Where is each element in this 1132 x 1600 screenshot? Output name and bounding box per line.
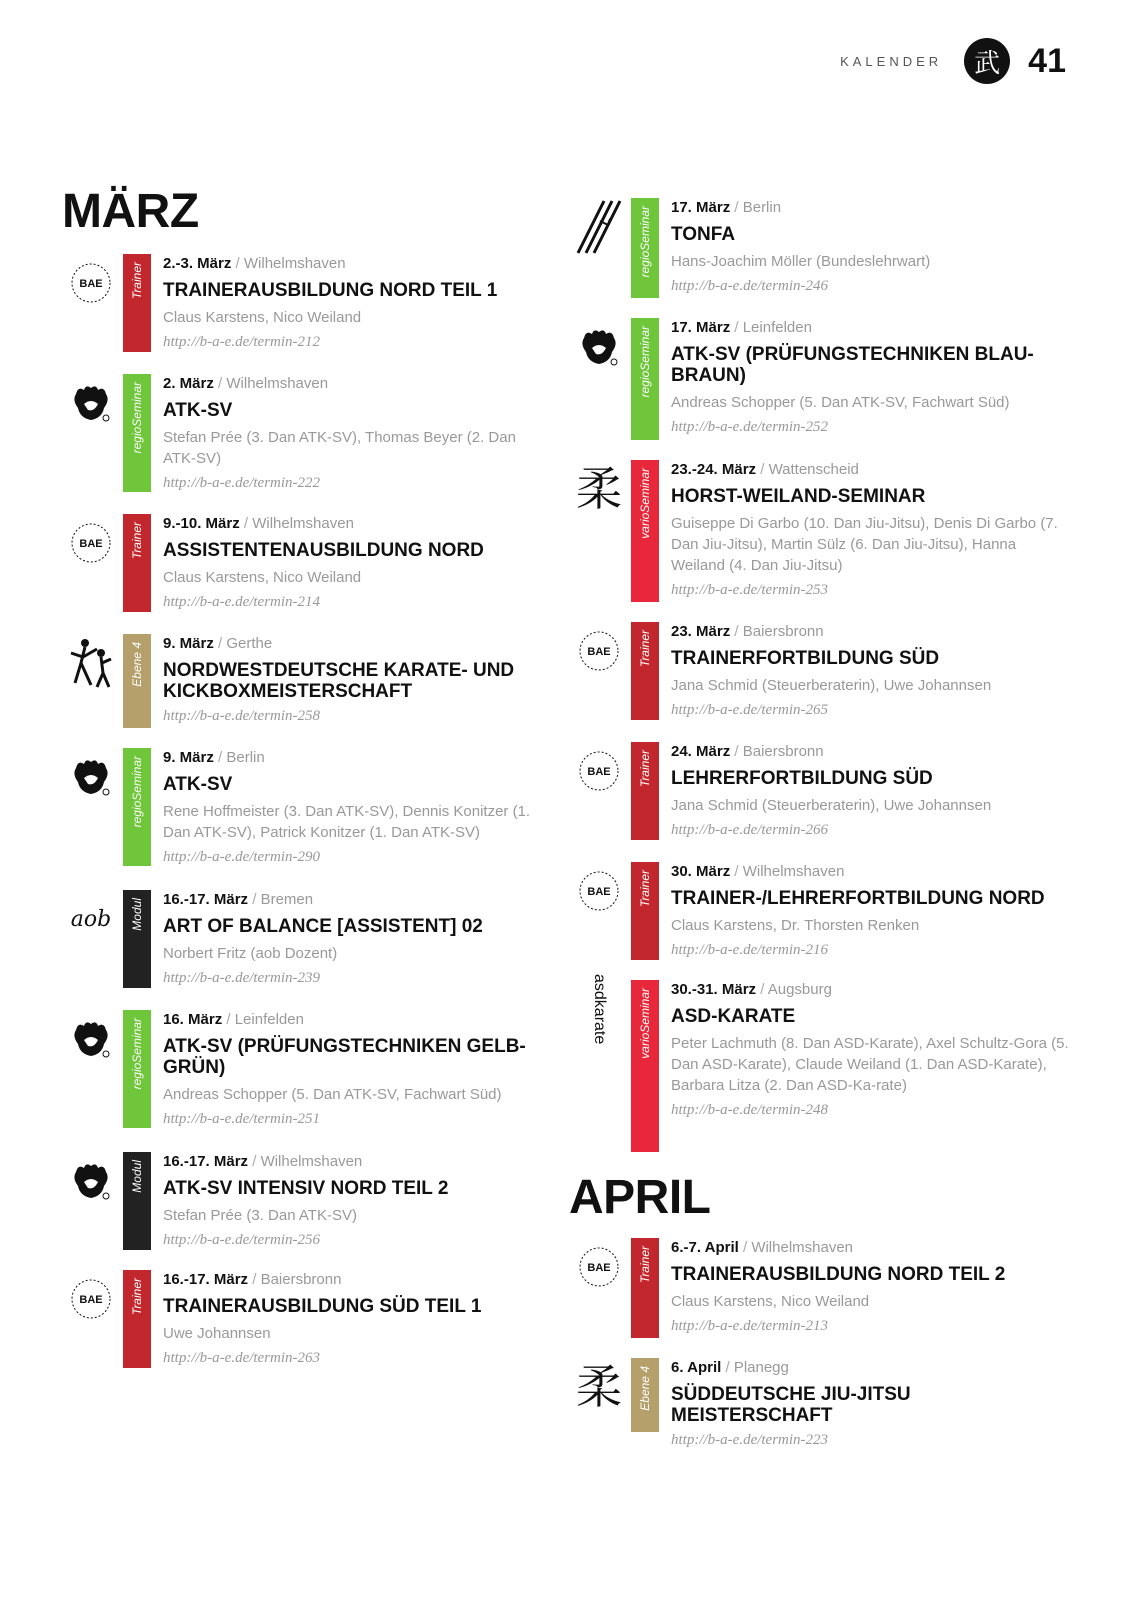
event-title: LEHRERFORTBILDUNG SÜD bbox=[671, 768, 933, 789]
entry-info bbox=[163, 514, 532, 612]
calendar-entry bbox=[62, 748, 532, 867]
category-label: varioSeminar bbox=[638, 988, 652, 1059]
event-date: 23.-24. März bbox=[671, 461, 757, 478]
event-place: Wilhelmshaven bbox=[243, 255, 346, 272]
page-number: 41 bbox=[1028, 41, 1066, 80]
section-label: KALENDER bbox=[840, 53, 943, 69]
separator: / bbox=[213, 749, 227, 766]
separator: / bbox=[756, 461, 769, 478]
category-bar bbox=[123, 374, 151, 492]
event-title: ART OF BALANCE [ASSISTENT] 02 bbox=[163, 916, 483, 937]
category-label: Ebene 4 bbox=[638, 1366, 652, 1411]
event-place: Baiersbronn bbox=[742, 623, 824, 640]
event-place: Berlin bbox=[226, 749, 265, 766]
entry-info bbox=[671, 622, 1070, 720]
event-place: Wilhelmshaven bbox=[226, 375, 329, 392]
category-label: Trainer bbox=[638, 870, 652, 908]
calendar-entry bbox=[62, 514, 532, 612]
entry-info bbox=[671, 742, 1070, 840]
event-title: TRAINERAUSBILDUNG NORD TEIL 1 bbox=[163, 280, 498, 301]
event-date: 9. März bbox=[163, 635, 214, 652]
entry-info bbox=[163, 890, 532, 988]
event-date: 9. März bbox=[163, 749, 214, 766]
category-label: regioSeminar bbox=[638, 326, 652, 398]
category-label: regioSeminar bbox=[130, 1018, 144, 1090]
event-link[interactable]: http://b-a-e.de/termin-256 bbox=[163, 1232, 321, 1248]
separator: / bbox=[213, 635, 227, 652]
page-header bbox=[840, 36, 1066, 86]
date-location bbox=[671, 1238, 1070, 1258]
category-bar bbox=[631, 622, 659, 720]
event-date: 2. März bbox=[163, 375, 214, 392]
event-link[interactable]: http://b-a-e.de/termin-248 bbox=[671, 1102, 829, 1118]
event-date: 23. März bbox=[671, 623, 731, 640]
category-bar bbox=[123, 748, 151, 866]
atk-sv-icon bbox=[62, 374, 120, 432]
bu-emblem-icon: 武 bbox=[964, 38, 1010, 84]
calendar-entry bbox=[62, 1010, 532, 1129]
atk-sv-icon bbox=[62, 1010, 120, 1068]
event-place: Leinfelden bbox=[234, 1011, 304, 1028]
tonfa-icon bbox=[570, 198, 628, 256]
event-place: Wilhelmshaven bbox=[252, 515, 354, 532]
event-place: Wilhelmshaven bbox=[260, 1153, 363, 1170]
event-title: ATK-SV (PRÜFUNGSTECHNIKEN GELB-GRÜN) bbox=[163, 1036, 526, 1078]
event-date: 6.-7. April bbox=[671, 1239, 739, 1256]
atk-sv-icon bbox=[62, 1152, 120, 1210]
date-location bbox=[163, 634, 532, 654]
separator: / bbox=[738, 1239, 752, 1256]
event-date: 17. März bbox=[671, 319, 731, 336]
category-label: Trainer bbox=[638, 1246, 652, 1284]
date-location bbox=[163, 890, 532, 910]
category-label: regioSeminar bbox=[638, 206, 652, 278]
category-bar bbox=[123, 1270, 151, 1368]
category-label: Trainer bbox=[638, 630, 652, 668]
event-instructors: Stefan Prée (3. Dan ATK-SV) bbox=[163, 1207, 357, 1224]
event-link[interactable]: http://b-a-e.de/termin-263 bbox=[163, 1350, 321, 1366]
event-title: NORDWESTDEUTSCHE KARATE- UND KICKBOXMEISTERSCHAFT bbox=[163, 660, 515, 702]
event-date: 24. März bbox=[671, 743, 731, 760]
category-bar bbox=[123, 1152, 151, 1250]
bae-icon bbox=[570, 862, 628, 920]
bae-icon bbox=[570, 622, 628, 680]
date-location bbox=[163, 254, 532, 274]
calendar-entry bbox=[62, 1152, 532, 1250]
category-bar bbox=[631, 1238, 659, 1338]
event-link[interactable]: http://b-a-e.de/termin-265 bbox=[671, 702, 829, 718]
separator: / bbox=[248, 1271, 261, 1288]
category-bar bbox=[123, 1010, 151, 1128]
month-heading-maerz: MÄRZ bbox=[62, 185, 199, 238]
entry-info bbox=[671, 862, 1070, 960]
event-title: HORST-WEILAND-SEMINAR bbox=[671, 486, 926, 507]
event-link[interactable]: http://b-a-e.de/termin-222 bbox=[163, 475, 321, 491]
entry-info bbox=[163, 254, 532, 352]
category-label: regioSeminar bbox=[130, 756, 144, 828]
category-label: varioSeminar bbox=[638, 468, 652, 539]
separator: / bbox=[721, 1359, 734, 1376]
category-label: Trainer bbox=[130, 1278, 144, 1316]
separator: / bbox=[222, 1011, 235, 1028]
svg-text:BAE: BAE bbox=[79, 538, 103, 550]
entry-info bbox=[163, 634, 532, 728]
date-location bbox=[671, 1358, 1070, 1378]
svg-text:BAE: BAE bbox=[587, 646, 611, 658]
bae-icon bbox=[62, 254, 120, 312]
date-location bbox=[163, 514, 532, 534]
event-date: 16.-17. März bbox=[163, 1153, 249, 1170]
event-place: Wilhelmshaven bbox=[742, 863, 845, 880]
event-instructors: Norbert Fritz (aob Dozent) bbox=[163, 945, 338, 962]
event-instructors: Guiseppe Di Garbo (10. Dan Jiu-Jitsu), Denis Di Garbo (7. Dan Jiu-Jitsu), Martin Sülz (6. Dan Jiu-Jitsu), Hanna Weiland (4. Dan Jiu-Jitsu) bbox=[671, 515, 1058, 574]
event-date: 16. März bbox=[163, 1011, 223, 1028]
event-link[interactable]: http://b-a-e.de/termin-246 bbox=[671, 278, 829, 294]
event-date: 6. April bbox=[671, 1359, 722, 1376]
separator: / bbox=[213, 375, 227, 392]
category-bar bbox=[631, 1358, 659, 1432]
calendar-entry bbox=[62, 374, 532, 493]
date-location bbox=[163, 748, 532, 768]
month-heading-april: APRIL bbox=[569, 1171, 711, 1224]
event-date: 16.-17. März bbox=[163, 1271, 249, 1288]
karate-fighters-icon bbox=[62, 634, 120, 692]
ju-kanji-icon bbox=[570, 460, 628, 518]
event-instructors: Uwe Johannsen bbox=[163, 1325, 271, 1342]
event-link[interactable]: http://b-a-e.de/termin-214 bbox=[163, 594, 321, 610]
event-title: ATK-SV INTENSIV NORD TEIL 2 bbox=[163, 1178, 449, 1199]
separator: / bbox=[730, 743, 743, 760]
category-bar bbox=[631, 980, 659, 1152]
event-date: 17. März bbox=[671, 199, 731, 216]
event-link[interactable]: http://b-a-e.de/termin-213 bbox=[671, 1318, 829, 1334]
event-place: Baiersbronn bbox=[742, 743, 824, 760]
category-bar bbox=[631, 318, 659, 440]
event-place: Leinfelden bbox=[742, 319, 812, 336]
date-location bbox=[671, 318, 1070, 338]
calendar-entry bbox=[570, 973, 1070, 1152]
event-place: Gerthe bbox=[226, 635, 273, 652]
event-instructors: Andreas Schopper (5. Dan ATK-SV, Fachwart Süd) bbox=[163, 1086, 502, 1103]
aob-icon bbox=[62, 890, 120, 948]
event-place: Wilhelmshaven bbox=[751, 1239, 854, 1256]
entry-info bbox=[163, 748, 532, 867]
event-date: 30. März bbox=[671, 863, 731, 880]
entry-info bbox=[163, 1152, 532, 1250]
category-bar bbox=[631, 198, 659, 298]
event-link[interactable]: http://b-a-e.de/termin-223 bbox=[671, 1432, 829, 1448]
event-title: ASD-KARATE bbox=[671, 1006, 796, 1027]
ju-kanji-icon bbox=[570, 1358, 628, 1416]
event-instructors: Stefan Prée (3. Dan ATK-SV), Thomas Beyer (2. Dan ATK-SV) bbox=[163, 429, 516, 467]
svg-text:BAE: BAE bbox=[587, 1262, 611, 1274]
entry-info bbox=[671, 980, 1070, 1152]
event-link[interactable]: http://b-a-e.de/termin-216 bbox=[671, 942, 829, 958]
event-instructors: Jana Schmid (Steuerberaterin), Uwe Johannsen bbox=[671, 677, 992, 694]
event-link[interactable]: http://b-a-e.de/termin-253 bbox=[671, 582, 829, 598]
separator: / bbox=[730, 863, 743, 880]
calendar-entry bbox=[570, 460, 1070, 602]
date-location bbox=[671, 980, 1070, 1000]
category-bar bbox=[123, 254, 151, 352]
event-instructors: Claus Karstens, Nico Weiland bbox=[163, 569, 362, 586]
asd-karate-icon bbox=[570, 973, 628, 1045]
date-location bbox=[671, 198, 1070, 218]
calendar-entry bbox=[570, 1358, 1070, 1450]
date-location bbox=[671, 862, 1070, 882]
event-link[interactable]: http://b-a-e.de/termin-290 bbox=[163, 849, 321, 865]
event-date: 16.-17. März bbox=[163, 891, 249, 908]
category-label: Modul bbox=[130, 898, 144, 931]
event-instructors: Andreas Schopper (5. Dan ATK-SV, Fachwart Süd) bbox=[671, 394, 1010, 411]
calendar-entry bbox=[62, 890, 532, 988]
separator: / bbox=[730, 623, 743, 640]
category-bar bbox=[123, 514, 151, 612]
event-place: Bremen bbox=[260, 891, 314, 908]
separator: / bbox=[248, 891, 261, 908]
date-location bbox=[163, 1270, 532, 1290]
calendar-entry bbox=[570, 318, 1070, 440]
event-link[interactable]: http://b-a-e.de/termin-212 bbox=[163, 334, 321, 350]
event-instructors: Peter Lachmuth (8. Dan ASD-Karate), Axel Schultz-Gora (5. Dan ASD-Karate), Claude Weiland (1. Dan ASD-Karate), Barbara Litza (2. Dan ASD-Ka-rate) bbox=[671, 1035, 1069, 1094]
category-bar bbox=[123, 890, 151, 988]
entry-info bbox=[163, 1270, 532, 1368]
asd-karate-logo-text: asdkarate bbox=[591, 973, 608, 1045]
entry-info bbox=[671, 460, 1070, 602]
entry-info bbox=[671, 1238, 1070, 1338]
event-title: TRAINERFORTBILDUNG SÜD bbox=[671, 648, 940, 669]
atk-sv-icon bbox=[570, 318, 628, 376]
calendar-entry bbox=[570, 862, 1070, 960]
event-title: SÜDDEUTSCHE JIU-JITSU MEISTERSCHAFT bbox=[671, 1384, 911, 1426]
category-bar bbox=[631, 460, 659, 602]
calendar-entry bbox=[570, 742, 1070, 840]
event-date: 30.-31. März bbox=[671, 981, 757, 998]
bae-icon bbox=[62, 1270, 120, 1328]
atk-sv-icon bbox=[62, 748, 120, 806]
bae-icon bbox=[570, 1238, 628, 1296]
event-title: ATK-SV (PRÜFUNGSTECHNIKEN BLAU-BRAUN) bbox=[671, 344, 1034, 386]
category-label: Ebene 4 bbox=[130, 642, 144, 687]
event-title: TRAINERAUSBILDUNG NORD TEIL 2 bbox=[671, 1264, 1006, 1285]
separator: / bbox=[248, 1153, 261, 1170]
svg-text:BAE: BAE bbox=[587, 886, 611, 898]
date-location bbox=[671, 742, 1070, 762]
entry-info bbox=[163, 374, 532, 493]
event-place: Wattenscheid bbox=[768, 461, 859, 478]
event-title: TRAINER-/LEHRERFORTBILDUNG NORD bbox=[671, 888, 1045, 909]
entry-info bbox=[671, 198, 1070, 298]
category-label: Trainer bbox=[130, 262, 144, 300]
event-place: Baiersbronn bbox=[260, 1271, 342, 1288]
date-location bbox=[163, 374, 532, 394]
category-bar bbox=[123, 634, 151, 728]
event-instructors: Jana Schmid (Steuerberaterin), Uwe Johannsen bbox=[671, 797, 992, 814]
event-title: ATK-SV bbox=[163, 400, 233, 421]
entry-info bbox=[671, 318, 1070, 440]
event-instructors: Claus Karstens, Nico Weiland bbox=[671, 1293, 870, 1310]
date-location bbox=[163, 1152, 532, 1172]
event-title: TONFA bbox=[671, 224, 736, 245]
calendar-entry bbox=[62, 254, 532, 352]
aob-logo-text: aob bbox=[70, 906, 112, 932]
category-label: Trainer bbox=[638, 750, 652, 788]
event-place: Berlin bbox=[742, 199, 782, 216]
calendar-entry bbox=[570, 1238, 1070, 1338]
event-title: ATK-SV bbox=[163, 774, 233, 795]
category-label: Modul bbox=[130, 1160, 144, 1193]
calendar-entry bbox=[570, 198, 1070, 298]
ju-kanji-glyph: 柔 bbox=[576, 462, 622, 516]
separator: / bbox=[756, 981, 768, 998]
event-instructors: Rene Hoffmeister (3. Dan ATK-SV), Dennis Konitzer (1. Dan ATK-SV), Patrick Konitzer (1. Dan ATK-SV) bbox=[163, 803, 531, 841]
ju-kanji-glyph: 柔 bbox=[576, 1360, 622, 1414]
event-date: 9.-10. März bbox=[163, 515, 240, 532]
entry-info bbox=[163, 1010, 532, 1129]
calendar-entry bbox=[62, 634, 532, 728]
calendar-entry bbox=[570, 622, 1070, 720]
event-place: Augsburg bbox=[767, 981, 832, 998]
calendar-entry bbox=[62, 1270, 532, 1368]
event-title: TRAINERAUSBILDUNG SÜD TEIL 1 bbox=[163, 1296, 482, 1317]
bae-icon bbox=[62, 514, 120, 572]
event-date: 2.-3. März bbox=[163, 255, 232, 272]
event-instructors: Claus Karstens, Nico Weiland bbox=[163, 309, 362, 326]
separator: / bbox=[239, 515, 253, 532]
date-location bbox=[671, 460, 1070, 480]
bae-icon bbox=[570, 742, 628, 800]
svg-text:BAE: BAE bbox=[79, 1294, 103, 1306]
event-instructors: Claus Karstens, Dr. Thorsten Renken bbox=[671, 917, 920, 934]
separator: / bbox=[231, 255, 244, 272]
event-instructors: Hans-Joachim Möller (Bundeslehrwart) bbox=[671, 253, 931, 270]
category-bar bbox=[631, 862, 659, 960]
separator: / bbox=[730, 199, 743, 216]
event-link[interactable]: http://b-a-e.de/termin-266 bbox=[671, 822, 829, 838]
category-label: Trainer bbox=[130, 522, 144, 560]
event-link[interactable]: http://b-a-e.de/termin-239 bbox=[163, 970, 321, 986]
event-link[interactable]: http://b-a-e.de/termin-258 bbox=[163, 708, 321, 724]
date-location bbox=[671, 622, 1070, 642]
event-title: ASSISTENTENAUSBILDUNG NORD bbox=[163, 540, 484, 561]
event-place: Planegg bbox=[733, 1359, 789, 1376]
event-link[interactable]: http://b-a-e.de/termin-251 bbox=[163, 1111, 321, 1127]
date-location bbox=[163, 1010, 532, 1030]
svg-text:BAE: BAE bbox=[587, 766, 611, 778]
event-link[interactable]: http://b-a-e.de/termin-252 bbox=[671, 419, 829, 435]
category-bar bbox=[631, 742, 659, 840]
entry-info bbox=[671, 1358, 1070, 1450]
separator: / bbox=[730, 319, 743, 336]
category-label: regioSeminar bbox=[130, 382, 144, 454]
svg-text:BAE: BAE bbox=[79, 278, 103, 290]
